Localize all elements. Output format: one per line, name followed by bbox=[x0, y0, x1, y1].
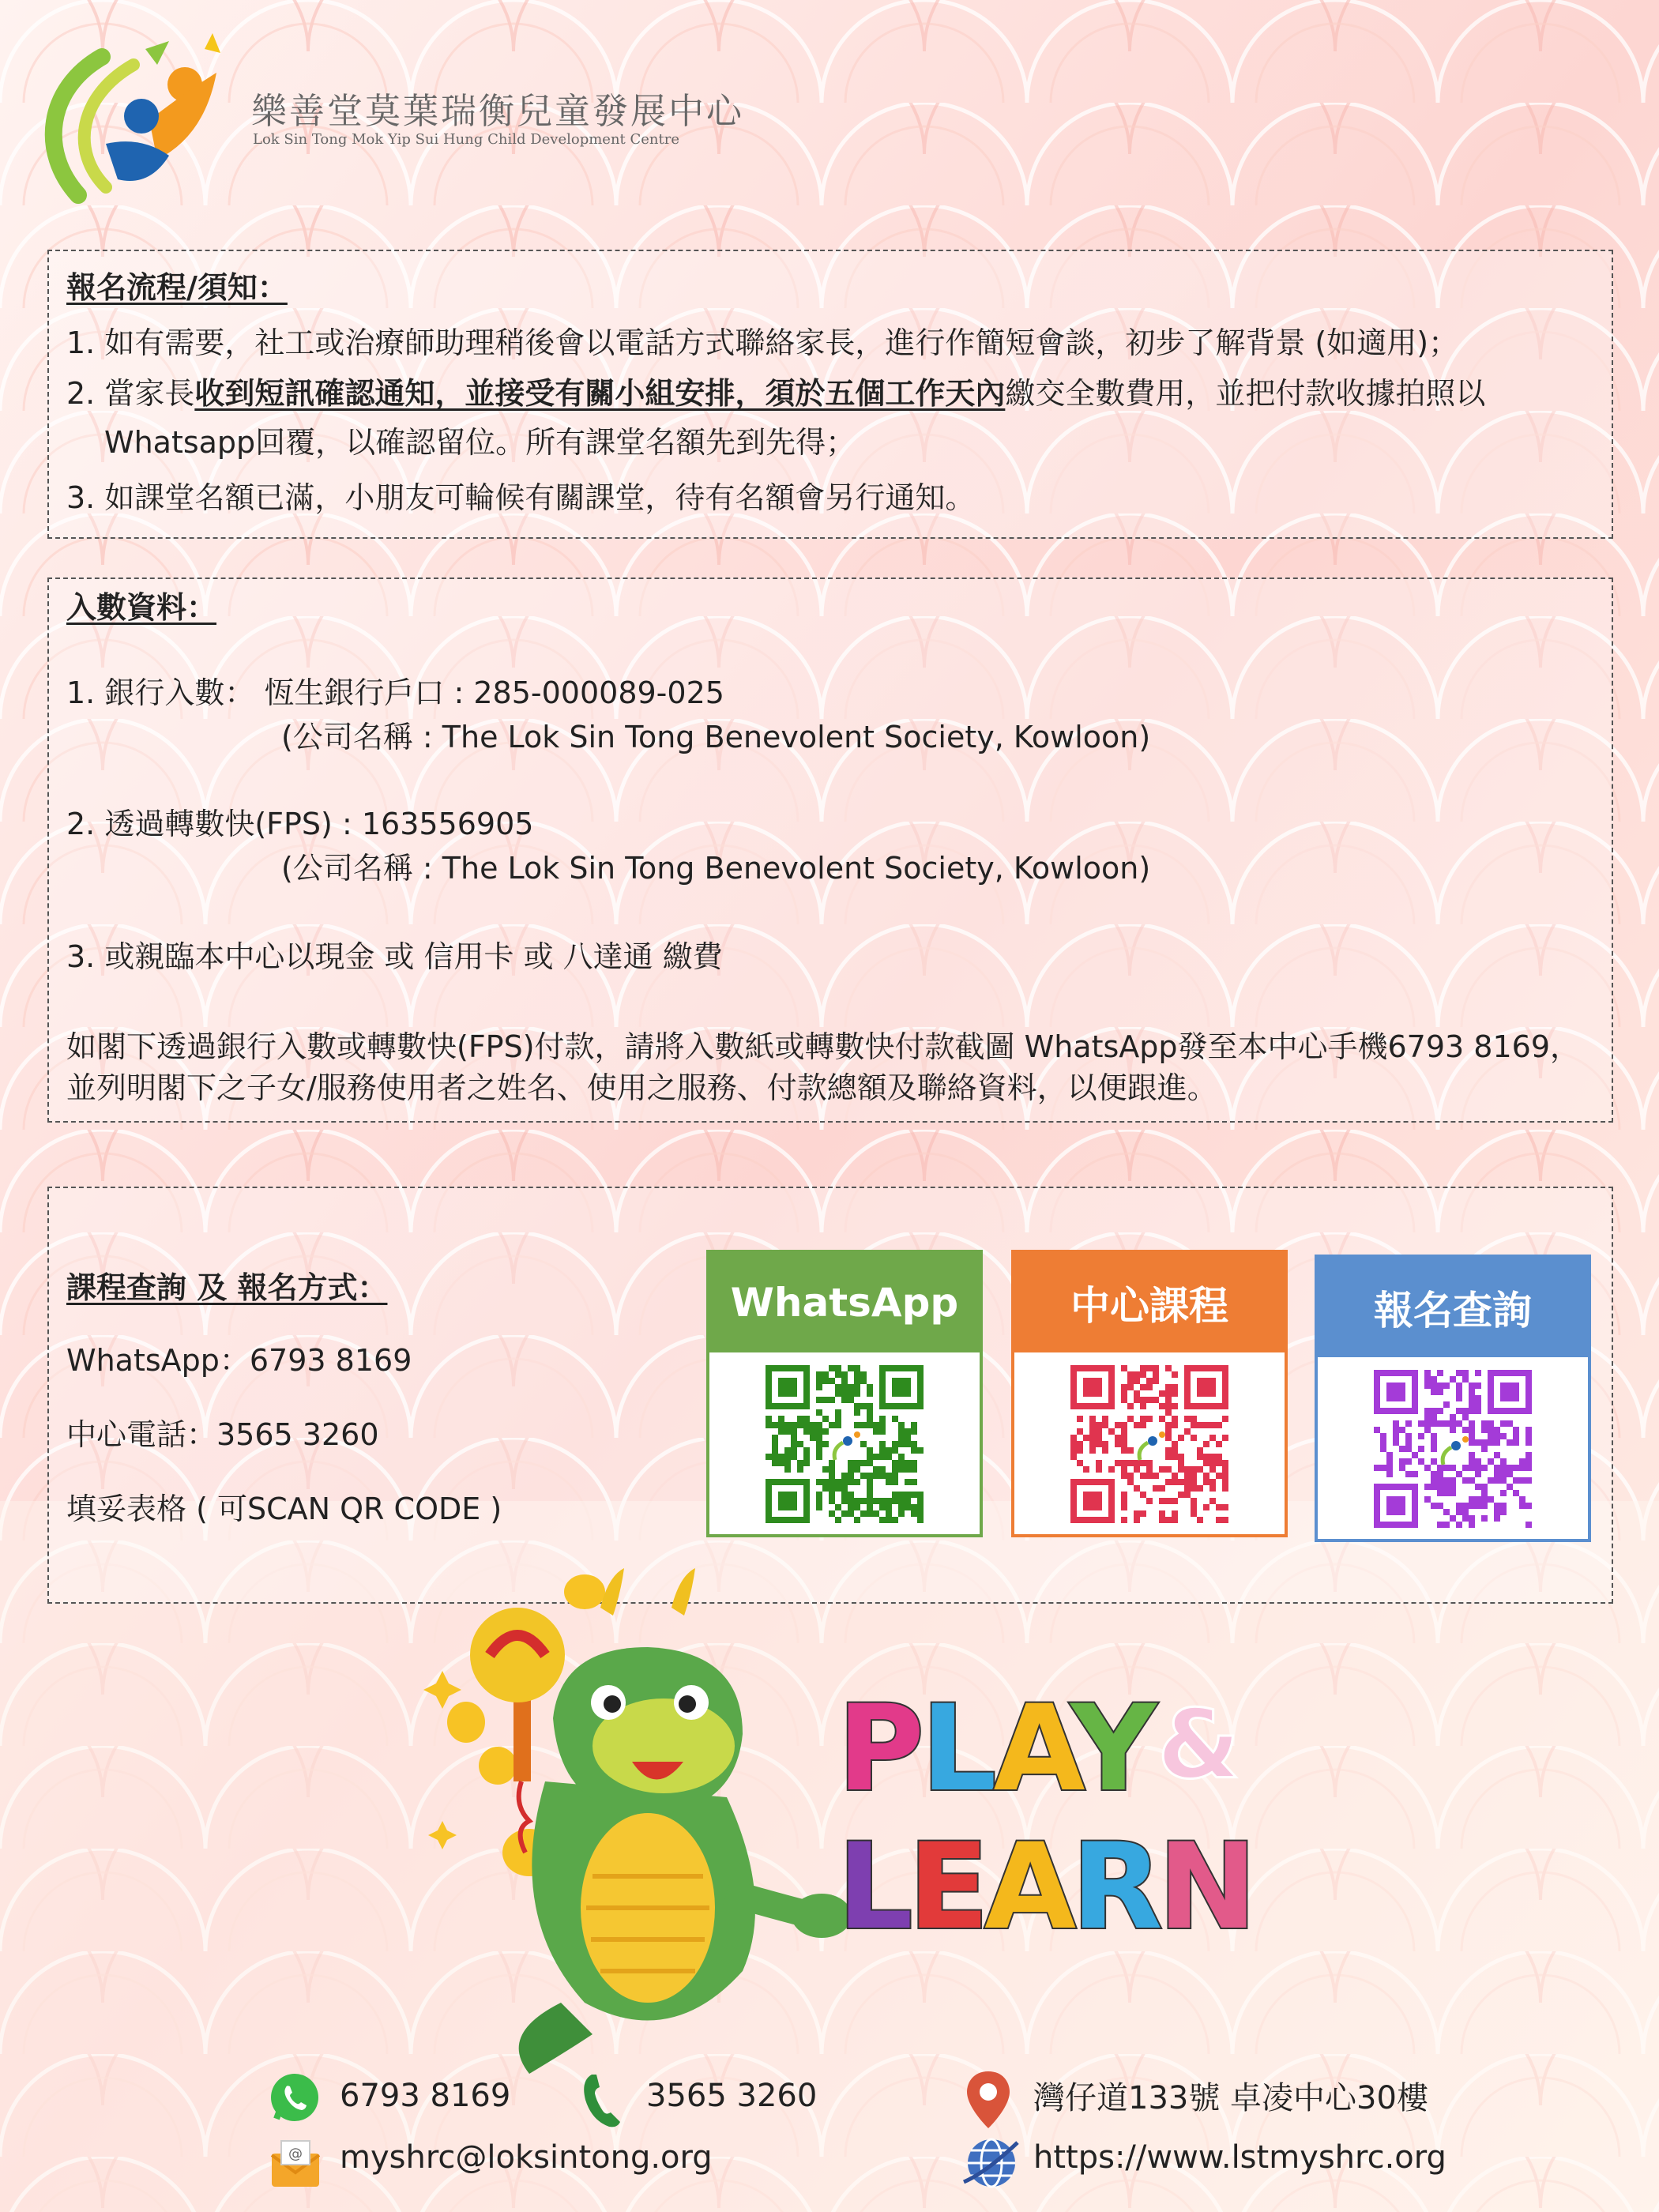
qr-card-label: 中心課程 bbox=[1014, 1253, 1285, 1352]
registration-item-2-highlight: 收到短訊確認通知，並接受有關小組安排，須於五個工作天內 bbox=[194, 376, 1006, 411]
whatsapp-icon bbox=[267, 2070, 322, 2125]
registration-box bbox=[47, 250, 1613, 539]
play-and-learn-banner bbox=[837, 1659, 1288, 1991]
registration-heading: 報名流程/須知： bbox=[66, 270, 288, 305]
payment-fps-company: (公司名稱 : The Lok Sin Tong Benevolent Society, Kowloon) bbox=[281, 851, 1151, 886]
qr-card-label: WhatsApp bbox=[709, 1253, 980, 1352]
qr-card-courses[interactable] bbox=[1011, 1250, 1288, 1537]
org-name-chinese: 樂善堂莫葉瑞衡兒童發展中心 bbox=[251, 90, 745, 132]
footer-email[interactable]: myshrc@loksintong.org bbox=[340, 2139, 713, 2176]
globe-icon bbox=[962, 2133, 1021, 2193]
payment-bank: 1. 銀行入數： 恆生銀行戶口 : 285-000089-025 bbox=[66, 675, 724, 710]
centre-logo bbox=[30, 17, 229, 215]
enquiry-heading: 課程查詢 及 報名方式： bbox=[66, 1270, 388, 1305]
payment-in-person: 3. 或親臨本中心以現金 或 信用卡 或 八達通 繳費 bbox=[66, 939, 723, 974]
payment-bank-company: (公司名稱 : The Lok Sin Tong Benevolent Society, Kowloon) bbox=[281, 720, 1151, 754]
qr-card-whatsapp[interactable] bbox=[706, 1250, 983, 1537]
qr-card-label: 報名查詢 bbox=[1318, 1258, 1588, 1357]
payment-note-line2: 並列明閣下之子女/服務使用者之姓名、使用之服務、付款總額及聯絡資料，以便跟進。 bbox=[66, 1070, 1217, 1105]
footer-address: 灣仔道133號 卓凌中心30樓 bbox=[1033, 2080, 1428, 2116]
qr-code-whatsapp[interactable] bbox=[759, 1362, 930, 1526]
enquiry-phone: 中心電話：3565 3260 bbox=[66, 1417, 379, 1452]
svg-text:@: @ bbox=[288, 2146, 303, 2162]
footer-whatsapp: 6793 8169 bbox=[340, 2078, 511, 2114]
banner-ampersand: & bbox=[1157, 1691, 1240, 1800]
qr-code-enrolment[interactable] bbox=[1367, 1367, 1538, 1531]
payment-heading: 入數資料： bbox=[66, 590, 217, 625]
org-name-english: Lok Sin Tong Mok Yip Sui Hung Child Development Centre bbox=[253, 131, 680, 148]
qr-code-courses[interactable] bbox=[1064, 1362, 1235, 1526]
registration-item-3: 3. 如課堂名額已滿，小朋友可輪候有關課堂，待有名額會另行通知。 bbox=[66, 480, 976, 515]
svg-text:PLAY: PLAY bbox=[837, 1680, 1153, 1818]
payment-fps: 2. 透過轉數快(FPS) : 163556905 bbox=[66, 807, 534, 841]
footer-phone: 3565 3260 bbox=[646, 2078, 818, 2114]
svg-text:LEARN: LEARN bbox=[837, 1819, 1253, 1956]
footer-website[interactable]: https://www.lstmyshrc.org bbox=[1033, 2139, 1446, 2176]
dragon-illustration bbox=[411, 1560, 853, 2113]
payment-note-line1: 如閣下透過銀行入數或轉數快(FPS)付款，請將入數紙或轉數快付款截圖 WhatsApp發至本中心手機6793 8169， bbox=[66, 1029, 1580, 1064]
payment-box bbox=[47, 577, 1613, 1123]
enquiry-whatsapp: WhatsApp：6793 8169 bbox=[66, 1343, 412, 1378]
location-pin-icon bbox=[964, 2068, 1013, 2131]
registration-item-2-cont: Whatsapp回覆，以確認留位。所有課堂名額先到先得； bbox=[104, 425, 856, 460]
registration-item-2: 2. 當家長收到短訊確認通知，並接受有關小組安排，須於五個工作天內繳交全數費用，並把付款收據拍照以 bbox=[66, 376, 1486, 411]
email-icon bbox=[267, 2135, 324, 2191]
qr-card-enrolment[interactable] bbox=[1315, 1255, 1591, 1542]
registration-item-1: 1. 如有需要，社工或治療師助理稍後會以電話方式聯絡家長，進行作簡短會談，初步了解背景 (如適用)； bbox=[66, 325, 1459, 360]
phone-icon bbox=[581, 2071, 630, 2130]
enquiry-form: 填妥表格 ( 可SCAN QR CODE ) bbox=[66, 1492, 502, 1526]
